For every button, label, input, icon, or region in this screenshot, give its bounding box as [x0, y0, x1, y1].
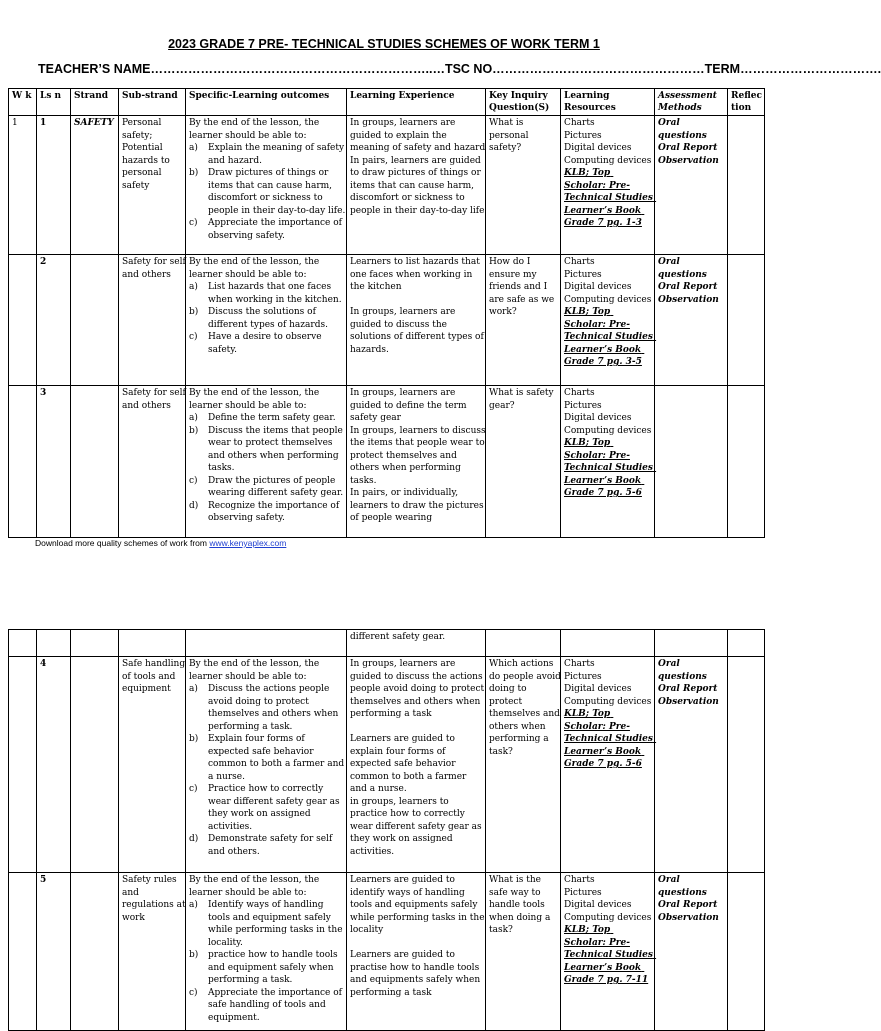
outcome-label: a)	[189, 143, 198, 153]
download-footer	[35, 538, 286, 548]
experience-cell	[347, 256, 486, 385]
assessment-cell	[655, 658, 728, 872]
outcome-text: Demonstrate safety for self and others.	[208, 834, 333, 857]
resources-text: Charts Pictures Digital devices Computing devices	[564, 257, 652, 305]
outcome-label: a)	[189, 900, 198, 910]
outcomes-list	[189, 281, 347, 356]
substrand-cell	[119, 658, 186, 872]
outcome-label: b)	[189, 734, 199, 744]
scheme-table-page-2	[8, 629, 765, 1031]
assessment-header-text: Assessment Methods	[658, 91, 721, 113]
resources-text: Charts Pictures Digital devices Computing devices	[564, 388, 652, 436]
lesson-cell	[37, 387, 71, 536]
outcome-label: c)	[189, 475, 198, 486]
inquiry-text: What is personal safety?	[489, 118, 532, 153]
outcome-text: Identify ways of handling tools and equipment safely while performing tasks in the locality.	[208, 900, 343, 948]
week-header	[9, 90, 37, 115]
outcome-text: Explain the meaning of safety and hazard.	[208, 143, 345, 166]
outcome-item	[189, 425, 347, 475]
experience-header	[347, 90, 486, 115]
outcome-item	[189, 899, 347, 949]
reflection-cell	[728, 117, 764, 254]
resources-cell	[561, 256, 655, 385]
outcome-item	[189, 306, 347, 331]
outcome-label: b)	[189, 168, 199, 178]
outcomes-list	[189, 899, 347, 1024]
reflection-cell	[728, 874, 764, 1029]
experience-cell	[347, 117, 486, 254]
resources-cell	[561, 658, 655, 872]
resources-header	[561, 90, 655, 115]
outcomes-header-text: Specific-Learning outcomes	[189, 91, 330, 101]
experience-text: Learners are guided to identify ways of handling tools and equipments safely while performing tasks in the locality Learners are guided to practise how to handle tools and equipments safely when performing a task	[350, 875, 485, 998]
assessment-cell	[655, 117, 728, 254]
outcome-item	[189, 833, 347, 858]
lesson-number: 1	[40, 118, 47, 128]
strand-cell	[71, 874, 119, 1029]
week-cell	[9, 387, 37, 536]
outcome-label: a)	[189, 413, 198, 423]
substrand-text: Safety rules and regulations at work	[122, 875, 189, 923]
outcome-item	[189, 331, 347, 356]
outcome-item	[189, 217, 347, 242]
strand-cell	[71, 256, 119, 385]
outcomes-cell	[186, 658, 347, 872]
resources-header-text: Learning Resources	[564, 91, 616, 113]
reflection-header-text: Reflec tion	[731, 91, 766, 113]
experience-text: Learners to list hazards that one faces when working in the kitchen In groups, learners are guided to discuss the solutions of different types of hazards.	[350, 257, 484, 355]
outcome-item	[189, 142, 347, 167]
outcomes-list	[189, 683, 347, 858]
assessment-text: Oral questions Oral Report Observation	[658, 875, 719, 923]
reflection-cell	[728, 387, 764, 536]
experience-cell	[347, 387, 486, 536]
substrand-cell	[119, 256, 189, 385]
assessment-text: Oral questions Oral Report Observation	[658, 118, 719, 166]
row-divider	[9, 115, 764, 116]
assessment-cell	[655, 256, 728, 385]
week-cell	[9, 117, 37, 254]
outcome-label: d)	[189, 834, 199, 844]
lesson-cell	[37, 874, 71, 1029]
outcomes-intro: By the end of the lesson, the learner should be able to:	[189, 659, 323, 682]
outcome-item	[189, 683, 347, 733]
week-number: 1	[12, 118, 18, 128]
outcome-label: c)	[189, 332, 198, 342]
lesson-number: 3	[40, 388, 47, 398]
lesson-cell	[37, 658, 71, 872]
book-reference: KLB; Top Scholar: Pre-Technical Studies Learner’s Book Grade 7 pg. 3-5	[564, 307, 657, 367]
lesson-header-text: Ls n	[40, 91, 62, 101]
outcomes-intro: By the end of the lesson, the learner should be able to:	[189, 257, 323, 280]
outcome-label: c)	[189, 218, 198, 228]
outcome-label: a)	[189, 282, 198, 292]
outcome-item	[189, 783, 347, 833]
outcomes-header	[186, 90, 347, 115]
outcomes-cell	[186, 874, 347, 1029]
book-reference: KLB; Top Scholar: Pre-Technical Studies Learner’s Book Grade 7 pg. 1-3	[564, 168, 657, 228]
inquiry-text: Which actions do people avoid doing to protect themselves and others when performing a task?	[489, 659, 564, 757]
outcomes-list	[189, 142, 347, 242]
substrand-text: Safe handling of tools and equipment	[122, 659, 188, 694]
footer-text: Download more quality schemes of work from	[35, 538, 207, 548]
outcome-text: Discuss the items that people wear to protect themselves and others when performing tasks.	[208, 425, 343, 473]
inquiry-cell	[486, 387, 561, 536]
outcome-item	[189, 412, 347, 425]
outcome-item	[189, 281, 347, 306]
outcome-text: Draw pictures of things or items that can cause harm, discomfort or sickness to people in their day-to-day life.	[208, 168, 346, 216]
week-cell	[9, 874, 37, 1029]
outcome-item	[189, 167, 347, 217]
experience-text: In groups, learners are guided to explain the meaning of safety and hazard In pairs, learners are guided to draw pictures of things or items that can cause harm, discomfort or sickness to people in their day-to-day life	[350, 118, 486, 216]
resources-cell	[561, 117, 655, 254]
substrand-header	[119, 90, 186, 115]
experience-text: In groups, learners are guided to discuss the actions people avoid doing to protect themselves and others when performing a task Learners are guided to explain four forms of expected safe behavior common to both a farmer and a nurse. in groups, learners to practice how to correctly wear different safety gear as they work on assigned activities.	[350, 659, 485, 857]
inquiry-cell	[486, 658, 564, 872]
inquiry-text: What is safety gear?	[489, 388, 557, 411]
outcome-item	[189, 475, 347, 500]
outcome-label: d)	[189, 500, 199, 511]
outcome-label: c)	[189, 987, 198, 998]
outcome-text: Practice how to correctly wear different safety gear as they work on assigned activities.	[208, 784, 340, 832]
outcomes-list	[189, 412, 347, 525]
strand-cell	[71, 387, 119, 536]
outcomes-cell	[186, 117, 347, 254]
outcomes-intro: By the end of the lesson, the learner should be able to:	[189, 118, 323, 141]
resources-text: Charts Pictures Digital devices Computing devices	[564, 118, 652, 166]
outcome-text: Discuss the solutions of different types of hazards.	[208, 307, 328, 330]
substrand-text: Personal safety; Potential hazards to personal safety	[122, 118, 173, 191]
lesson-header	[37, 90, 71, 115]
outcome-text: Have a desire to observe safety.	[208, 332, 322, 355]
resources-text: Charts Pictures Digital devices Computing devices	[564, 659, 652, 707]
outcome-text: Draw the pictures of people wearing different safety gear.	[208, 475, 344, 498]
inquiry-text: What is the safe way to handle tools when doing a task?	[489, 875, 554, 935]
row-divider	[9, 385, 764, 386]
inquiry-cell	[486, 874, 561, 1029]
book-reference: KLB; Top Scholar: Pre-Technical Studies Learner’s Book Grade 7 pg. 5-6	[564, 709, 657, 769]
scheme-table-page-1	[8, 88, 765, 538]
outcome-item	[189, 500, 347, 525]
row-divider	[9, 872, 764, 873]
strand-header-text: Strand	[74, 91, 109, 101]
substrand-text: Safety for self and others	[122, 257, 189, 280]
strand-header	[71, 90, 119, 115]
outcome-label: b)	[189, 307, 199, 317]
row-divider	[9, 656, 764, 657]
experience-text: In groups, learners are guided to define the term safety gear In groups, learners to discuss the items that people wear to protect themselves and others when performing tasks. In pairs, or individually, learners to draw the pictures of people wearing	[350, 388, 486, 523]
experience-header-text: Learning Experience	[350, 91, 455, 101]
reflection-cell	[728, 256, 764, 385]
reflection-cell	[728, 658, 764, 872]
outcome-label: c)	[189, 784, 198, 794]
reflection-header	[728, 90, 764, 115]
outcome-text: Explain four forms of expected safe behavior common to both a farmer and a nurse.	[208, 734, 345, 782]
lesson-number: 4	[40, 659, 47, 669]
strand-cell	[71, 117, 119, 254]
substrand-cell	[119, 117, 186, 254]
outcome-text: Define the term safety gear.	[208, 413, 336, 423]
resources-text: Charts Pictures Digital devices Computing devices	[564, 875, 652, 923]
assessment-header	[655, 90, 728, 115]
experience-continuation-text: different safety gear.	[350, 632, 446, 642]
substrand-text: Safety for self and others	[122, 388, 189, 411]
outcomes-cell	[186, 387, 347, 536]
week-cell	[9, 658, 37, 872]
substrand-header-text: Sub-strand	[122, 91, 178, 101]
outcome-item	[189, 733, 347, 783]
inquiry-cell	[486, 256, 561, 385]
book-reference: KLB; Top Scholar: Pre-Technical Studies Learner’s Book Grade 7 pg. 5-6	[564, 438, 657, 498]
outcomes-intro: By the end of the lesson, the learner should be able to:	[189, 388, 323, 411]
book-reference: KLB; Top Scholar: Pre-Technical Studies Learner’s Book Grade 7 pg. 7-11	[564, 925, 657, 985]
outcome-text: practice how to handle tools and equipment safely when performing a task.	[208, 950, 338, 985]
lesson-number: 2	[40, 257, 47, 267]
outcomes-cell	[186, 256, 347, 385]
outcome-text: Recognize the importance of observing safety.	[208, 500, 340, 523]
inquiry-header	[486, 90, 561, 115]
lesson-cell	[37, 117, 71, 254]
week-header-text: W k	[12, 91, 32, 101]
week-cell	[9, 256, 37, 385]
experience-cell	[347, 631, 486, 656]
document-title: 2023 GRADE 7 PRE- TECHNICAL STUDIES SCHEMES OF WORK TERM 1	[168, 37, 600, 51]
assessment-text: Oral questions Oral Report Observation	[658, 659, 719, 707]
outcome-text: Appreciate the importance of safe handling of tools and equipment.	[208, 987, 342, 1023]
resources-cell	[561, 387, 655, 536]
outcome-label: b)	[189, 950, 199, 960]
assessment-cell	[655, 874, 728, 1029]
inquiry-cell	[486, 117, 561, 254]
experience-cell	[347, 874, 486, 1029]
lesson-cell	[37, 256, 71, 385]
outcome-item	[189, 949, 347, 987]
substrand-cell	[119, 874, 189, 1029]
outcomes-intro: By the end of the lesson, the learner should be able to:	[189, 875, 323, 898]
strand-text: SAFETY	[74, 118, 114, 128]
teacher-details-line: TEACHER’S NAME…………………………………………………………..…TSC NO……………………………………………TERM…………………………….	[38, 62, 881, 76]
inquiry-text: How do I ensure my friends and I are safe as we work?	[489, 257, 558, 317]
outcome-item	[189, 987, 347, 1025]
outcome-label: b)	[189, 425, 199, 436]
outcome-text: Appreciate the importance of observing safety.	[208, 218, 342, 241]
inquiry-header-text: Key Inquiry Question(S)	[489, 91, 551, 113]
outcome-text: List hazards that one faces when working in the kitchen.	[208, 282, 342, 305]
outcome-label: a)	[189, 684, 198, 694]
strand-cell	[71, 658, 119, 872]
row-divider	[9, 254, 764, 255]
substrand-cell	[119, 387, 189, 536]
assessment-cell	[655, 387, 728, 536]
lesson-number: 5	[40, 875, 47, 885]
kenyaplex-link[interactable]: www.kenyaplex.com	[209, 538, 287, 548]
outcome-text: Discuss the actions people avoid doing to protect themselves and others when performing a task.	[208, 684, 339, 732]
experience-cell	[347, 658, 486, 872]
resources-cell	[561, 874, 655, 1029]
assessment-text: Oral questions Oral Report Observation	[658, 257, 719, 305]
